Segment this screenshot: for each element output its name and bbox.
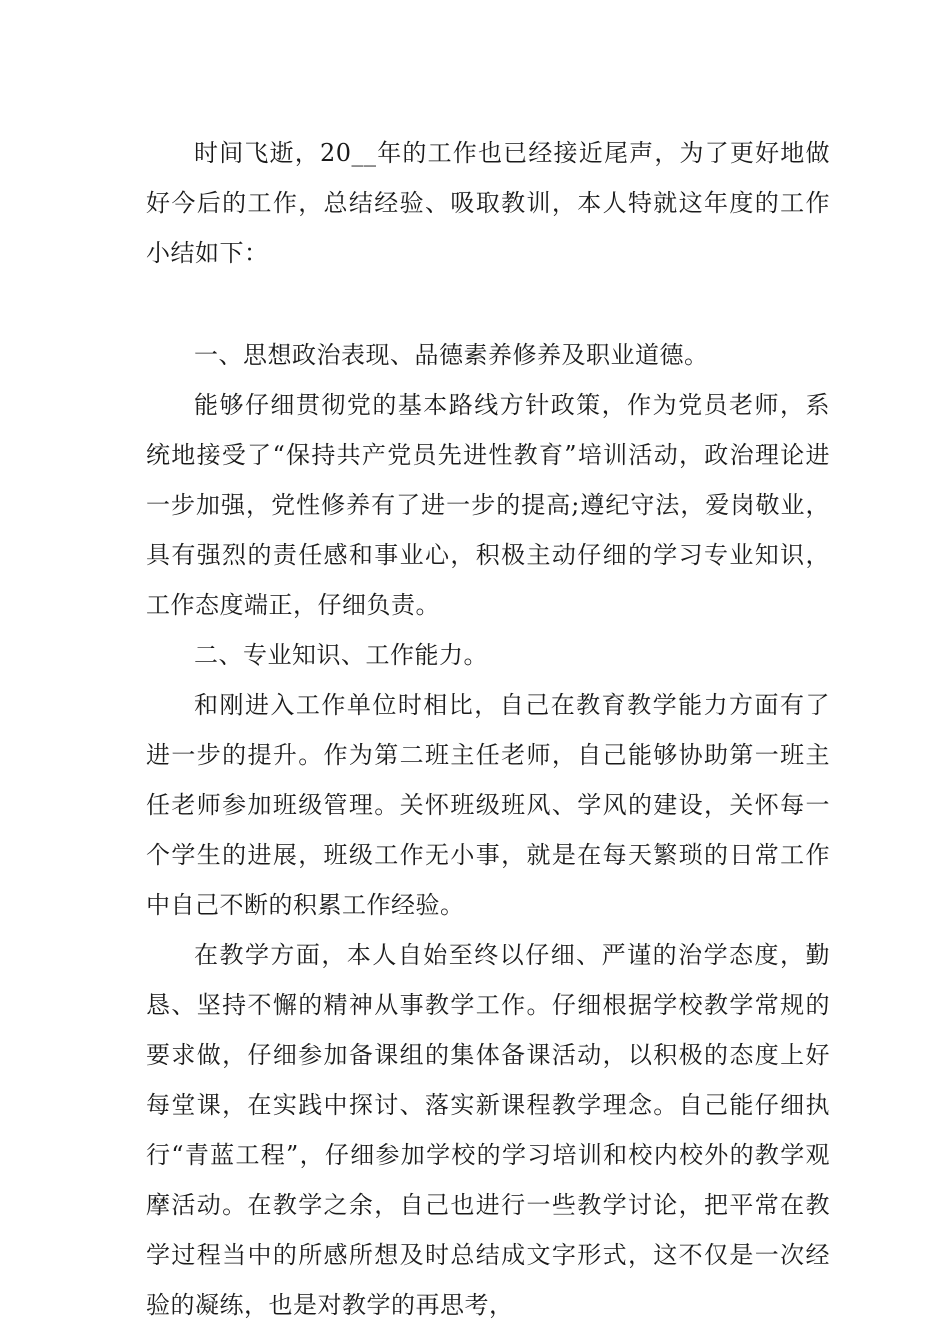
section-2-paragraph-2: 在教学方面，本人自始至终以仔细、严谨的治学态度，勤恳、坚持不懈的精神从事教学工作。仔细根据学校教学常规的要求做，仔细参加备课组的集体备课活动，以积极的态度上好每堂课，在实践中探讨、落实新课程教学理念。自己能仔细执行“青蓝工程”，仔细参加学校的学习培训和校内校外的教学观摩活动。在教学之余，自己也进行一些教学讨论，把平常在教学过程当中的所感所想及时总结成文字形式，这不仅是一次经验的凝练，也是对教学的再思考， <box>146 941 830 1319</box>
document-body <box>146 128 830 1330</box>
intro-paragraph: 时间飞逝，20__年的工作也已经接近尾声，为了更好地做好今后的工作，总结经验、吸取教训，本人特就这年度的工作小结如下： <box>146 139 830 267</box>
section-1-paragraph: 能够仔细贯彻党的基本路线方针政策，作为党员老师，系统地接受了“保持共产党员先进性教育”培训活动，政治理论进一步加强，党性修养有了进一步的提高;遵纪守法，爱岗敬业，具有强烈的责任感和事业心，积极主动仔细的学习专业知识，工作态度端正，仔细负责。 <box>146 391 830 619</box>
paragraph-gap <box>146 278 830 330</box>
section-2-paragraph-1: 和刚进入工作单位时相比，自己在教育教学能力方面有了进一步的提升。作为第二班主任老师，自己能够协助第一班主任老师参加班级管理。关怀班级班风、学风的建设，关怀每一个学生的进展，班级工作无小事，就是在每天繁琐的日常工作中自己不断的积累工作经验。 <box>146 691 830 919</box>
section-2-heading: 二、专业知识、工作能力。 <box>194 641 488 669</box>
section-1-heading: 一、思想政治表现、品德素养修养及职业道德。 <box>194 341 709 369</box>
